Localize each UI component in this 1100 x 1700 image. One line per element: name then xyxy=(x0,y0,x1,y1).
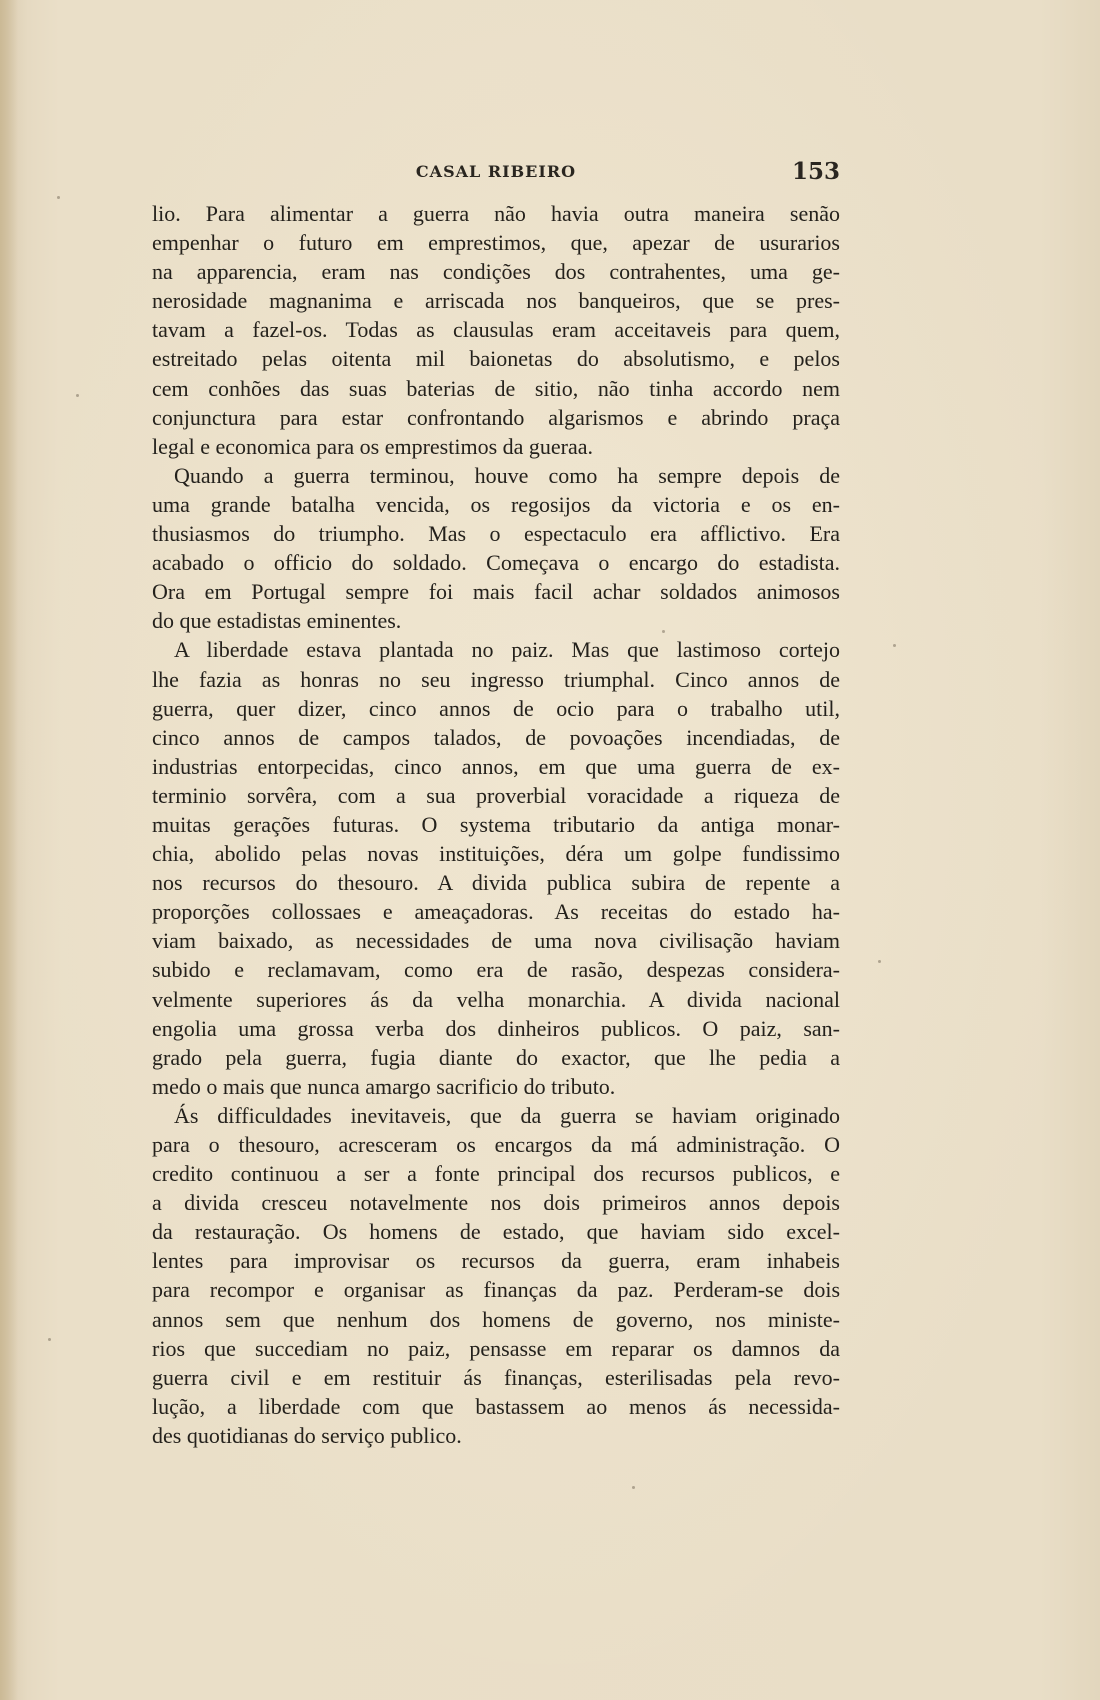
text-line: viam baixado, as necessidades de uma nova civilisação haviam xyxy=(152,928,840,954)
paper-speck xyxy=(893,644,896,647)
text-line: velmente superiores ás da velha monarchia. A divida nacional xyxy=(152,986,840,1012)
paper-speck xyxy=(662,630,665,633)
running-head xyxy=(152,158,840,188)
text-line: acabado o officio do soldado. Começava o encargo do estadista. xyxy=(152,550,840,576)
paper-speck xyxy=(76,394,79,397)
text-line: engolia uma grossa verba dos dinheiros publicos. O paiz, san- xyxy=(152,1015,840,1041)
text-line: terminio sorvêra, com a sua proverbial voracidade a riqueza de xyxy=(152,782,840,808)
text-line: legal e economica para os emprestimos da gueraa. xyxy=(152,433,594,459)
text-line: uma grande batalha vencida, os regosijos da victoria e os en- xyxy=(152,491,840,517)
text-line: thusiasmos do triumpho. Mas o espectaculo era afflictivo. Era xyxy=(152,521,840,547)
text-line: Ás difficuldades inevitaveis, que da guerra se haviam originado xyxy=(174,1102,840,1128)
text-line: credito continuou a ser a fonte principal dos recursos publicos, e xyxy=(152,1161,840,1187)
text-line: proporções collossaes e ameaçadoras. As receitas do estado ha- xyxy=(152,899,840,925)
text-line: des quotidianas do serviço publico. xyxy=(152,1422,462,1448)
text-line: estreitado pelas oitenta mil baionetas do absolutismo, e pelos xyxy=(152,346,840,372)
text-line: Quando a guerra terminou, houve como ha sempre depois de xyxy=(174,462,840,488)
text-line: subido e reclamavam, como era de rasão, despezas considera- xyxy=(152,957,840,983)
text-line: da restauração. Os homens de estado, que haviam sido excel- xyxy=(152,1219,840,1245)
text-line: A liberdade estava plantada no paiz. Mas que lastimoso cortejo xyxy=(174,637,840,663)
text-line: do que estadistas eminentes. xyxy=(152,608,402,634)
text-line: lução, a liberdade com que bastassem ao menos ás necessida- xyxy=(152,1393,840,1419)
text-line: chia, abolido pelas novas instituições, déra um golpe fundissimo xyxy=(152,841,840,867)
text-line: lhe fazia as honras no seu ingresso triumphal. Cinco annos de xyxy=(152,666,840,692)
text-line: rios que succediam no paiz, pensasse em reparar os damnos da xyxy=(152,1335,840,1361)
text-line: nerosidade magnanima e arriscada nos banqueiros, que se pres- xyxy=(152,288,840,314)
text-line: lio. Para alimentar a guerra não havia outra maneira senão xyxy=(152,201,840,226)
text-line: grado pela guerra, fugia diante do exactor, que lhe pedia a xyxy=(152,1044,840,1070)
paper-speck xyxy=(57,196,60,199)
running-title: CASAL RIBEIRO xyxy=(415,162,577,181)
paper-speck xyxy=(878,960,881,963)
text-line: medo o mais que nunca amargo sacrificio do tributo. xyxy=(152,1073,616,1099)
text-line: guerra, quer dizer, cinco annos de ocio para o trabalho util, xyxy=(152,695,840,721)
text-line: cem conhões das suas baterias de sitio, não tinha accordo nem xyxy=(152,375,840,401)
text-line: lentes para improvisar os recursos da guerra, eram inhabeis xyxy=(152,1248,840,1274)
paper-speck xyxy=(632,1486,635,1489)
text-line: guerra civil e em restituir ás finanças, esterilisadas pela revo- xyxy=(152,1364,840,1390)
text-line: Ora em Portugal sempre foi mais facil achar soldados animosos xyxy=(152,579,840,605)
text-line: cinco annos de campos talados, de povoações incendiadas, de xyxy=(152,724,840,750)
text-line: conjunctura para estar confrontando algarismos e abrindo praça xyxy=(152,404,840,430)
text-line: na apparencia, eram nas condições dos contrahentes, uma ge- xyxy=(152,259,840,285)
text-line: muitas gerações futuras. O systema tributario da antiga monar- xyxy=(152,811,840,837)
text-line: a divida cresceu notavelmente nos dois primeiros annos depois xyxy=(152,1190,840,1216)
page-number: 153 xyxy=(791,158,840,185)
text-line: empenhar o futuro em emprestimos, que, apezar de usurarios xyxy=(152,230,840,256)
body-text xyxy=(152,199,840,1450)
text-line: para recompor e organisar as finanças da paz. Perderam-se dois xyxy=(152,1277,840,1303)
text-line: nos recursos do thesouro. A divida publica subira de repente a xyxy=(152,870,840,896)
text-line: annos sem que nenhum dos homens de governo, nos ministe- xyxy=(152,1306,840,1332)
text-line: tavam a fazel-os. Todas as clausulas eram acceitaveis para quem, xyxy=(152,317,840,343)
paper-speck xyxy=(48,1338,51,1341)
text-line: para o thesouro, acresceram os encargos da má administração. O xyxy=(152,1132,840,1157)
text-line: industrias entorpecidas, cinco annos, em que uma guerra de ex- xyxy=(152,753,840,779)
page-spine-shadow xyxy=(0,0,18,1700)
